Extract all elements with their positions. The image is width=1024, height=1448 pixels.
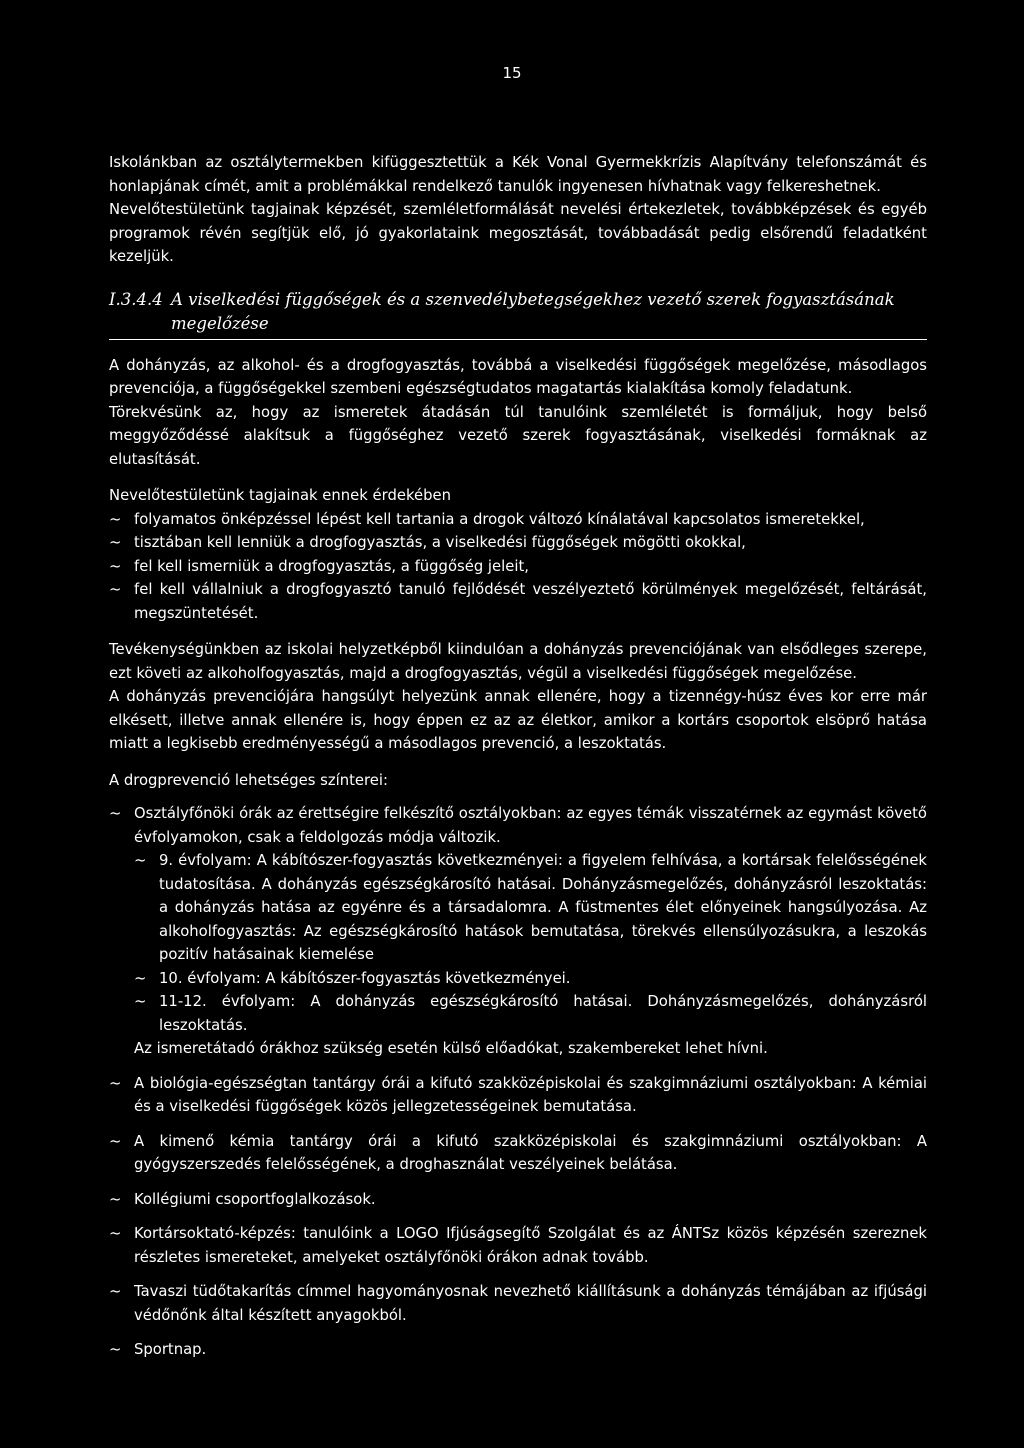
tilde-bullet-icon: ~	[109, 534, 122, 551]
paragraph: Nevelőtestületünk tagjainak képzését, szemléletformálását nevelési értekezletek, továbbképzések és egyéb programok révén segítjük elő, jó gyakorlataink megosztását, továbbadását pedig elsőrendű feladatként kezeljük.	[109, 201, 927, 265]
list-item: ~ Osztályfőnöki órák az érettségire felkészítő osztályokban: az egyes témák visszatérnek az egymást követő évfolyamokon, csak a feldolgozás módja változik. ~ 9. évfolyam: A kábítószer-fogyasztás következményei: a figyelem felhívása, a kortársak felelősségének tudatosítása. A dohányzás egészségkárosító hatásai. Dohányzásmegelőzés, dohányzásról leszoktatás: a dohányzás hatása az egyénre és a társadalomra. A füstmentes élet előnyeinek hangsúlyozása. Az alkoholfogyasztás: Az egészségkárosító hatások bemutatása, törekvés ellensúlyozásukra, a leszokás pozitív hatásainak kiemelése ~ 10. évfolyam: A kábítószer-fogyasztás következményei. ~ 11-12. évfolyam: A dohányzás egészségkárosító hatásai. Dohányzásmegelőzés, dohányzásról leszoktatás. Az ismeretátadó órákhoz szükség esetén külső előadókat, szakembereket lehet hívni.	[109, 802, 927, 1061]
section-heading	[109, 288, 927, 340]
tilde-bullet-icon: ~	[134, 969, 147, 987]
prevention-venues-list	[109, 802, 927, 1362]
list-item: ~ folyamatos önképzéssel lépést kell tartania a drogok változó kínálatával kapcsolatos ismeretekkel,	[109, 508, 927, 532]
tilde-bullet-icon: ~	[134, 852, 147, 869]
sublist-item: ~ 10. évfolyam: A kábítószer-fogyasztás következményei.	[134, 967, 927, 991]
section-title: A viselkedési függőségek és a szenvedélybetegségekhez vezető szerek fogyasztásának megelőzése	[171, 289, 895, 333]
page-number: 15	[502, 64, 522, 82]
tilde-bullet-icon: ~	[109, 1225, 122, 1242]
tilde-bullet-icon: ~	[134, 993, 147, 1010]
list-item: ~ Tavaszi tüdőtakarítás címmel hagyományosnak nevezhető kiállításunk a dohányzás témájában az ifjúsági védőnőnk által készített anyagokból.	[109, 1280, 927, 1327]
tilde-bullet-icon: ~	[109, 510, 122, 528]
list-item: ~ fel kell ismerniük a drogfogyasztás, a függőség jeleit,	[109, 555, 927, 579]
grade-sublist	[134, 849, 927, 1037]
list-item: ~ Kortársoktató-képzés: tanulóink a LOGO Ifjúságsegítő Szolgálat és az ÁNTSz közös képzésén szereznek részletes ismereteket, amelyeket osztályfőnöki órákon adnak tovább.	[109, 1222, 927, 1269]
tilde-bullet-icon: ~	[109, 1132, 122, 1150]
tilde-bullet-icon: ~	[109, 557, 122, 575]
section-number: I.3.4.4	[109, 289, 163, 309]
list-intro: Nevelőtestületünk tagjainak ennek érdekében	[109, 487, 451, 504]
tilde-bullet-icon: ~	[109, 1074, 122, 1092]
document-body	[109, 151, 927, 1373]
list-item: ~ A biológia-egészségtan tantárgy órái a kifutó szakközépiskolai és szakgimnáziumi osztályokban: A kémiai és a viselkedési függőségek közös jellegzetességeinek bemutatása.	[109, 1072, 927, 1119]
tilde-bullet-icon: ~	[109, 581, 122, 598]
paragraph: Tevékenységünkben az iskolai helyzetképből kiindulóan a dohányzás prevenciójának van elsődleges szerepe, ezt követi az alkoholfogyasztás, majd a drogfogyasztás, végül a viselkedési függőségek megelőzése.	[109, 641, 927, 682]
list-item: ~ tisztában kell lenniük a drogfogyasztás, a viselkedési függőségek mögötti okokkal,	[109, 531, 927, 555]
paragraph: Iskolánkban az osztálytermekben kifüggesztettük a Kék Vonal Gyermekkrízis Alapítvány telefonszámát és honlapjának címét, amit a problémákkal rendelkező tanulók ingyenesen hívhatnak vagy felkereshetnek.	[109, 154, 927, 195]
paragraph: A dohányzás, az alkohol- és a drogfogyasztás, továbbá a viselkedési függőségek megelőzése, másodlagos prevenciója, a függőségekkel szembeni egészségtudatos magatartás kialakítása komoly feladatunk.	[109, 356, 927, 397]
list-item: ~ A kimenő kémia tantárgy órái a kifutó szakközépiskolai és szakgimnáziumi osztályokban: A gyógyszerszedés felelősségének, a droghasználat veszélyeinek belátása.	[109, 1130, 927, 1177]
tilde-bullet-icon: ~	[109, 1283, 122, 1300]
sublist-item: ~ 9. évfolyam: A kábítószer-fogyasztás következményei: a figyelem felhívása, a kortársak felelősségének tudatosítása. A dohányzás egészségkárosító hatásai. Dohányzásmegelőzés, dohányzásról leszoktatás: a dohányzás hatása az egyénre és a társadalomra. A füstmentes élet előnyeinek hangsúlyozása. Az alkoholfogyasztás: Az egészségkárosító hatások bemutatása, törekvés ellensúlyozásukra, a leszokás pozitív hatásainak kiemelése	[134, 849, 927, 967]
list-item: ~ Kollégiumi csoportfoglalkozások.	[109, 1188, 927, 1212]
note-text: Az ismeretátadó órákhoz szükség esetén külső előadókat, szakembereket lehet hívni.	[134, 1040, 768, 1057]
paragraph: A dohányzás prevenciójára hangsúlyt helyezünk annak ellenére, hogy a tizennégy-húsz éves kor erre már elkésett, illetve annak ellenére is, hogy éppen ez az az életkor, amikor a kortárs csoportok elsöprő hatása miatt a legkisebb eredményességű a másodlagos prevenció, a leszoktatás.	[109, 688, 927, 752]
tilde-bullet-icon: ~	[109, 805, 122, 822]
sublist-item: ~ 11-12. évfolyam: A dohányzás egészségkárosító hatásai. Dohányzásmegelőzés, dohányzásról leszoktatás.	[134, 990, 927, 1037]
list-intro: A drogprevenció lehetséges színterei:	[109, 771, 388, 789]
paragraph: Törekvésünk az, hogy az ismeretek átadásán túl tanulóink szemléletét is formáljuk, hogy belső meggyőződéssé alakítsuk a függőséghez vezető szerek fogyasztásának, viselkedési formáknak az elutasítását.	[109, 403, 927, 468]
list-item: ~ fel kell vállalniuk a drogfogyasztó tanuló fejlődését veszélyeztető körülmények megelőzését, feltárását, megszüntetését.	[109, 578, 927, 625]
list-item: ~ Sportnap.	[109, 1338, 927, 1362]
tilde-bullet-icon: ~	[109, 1341, 122, 1358]
staff-duties-list	[109, 508, 927, 626]
tilde-bullet-icon: ~	[109, 1190, 122, 1208]
